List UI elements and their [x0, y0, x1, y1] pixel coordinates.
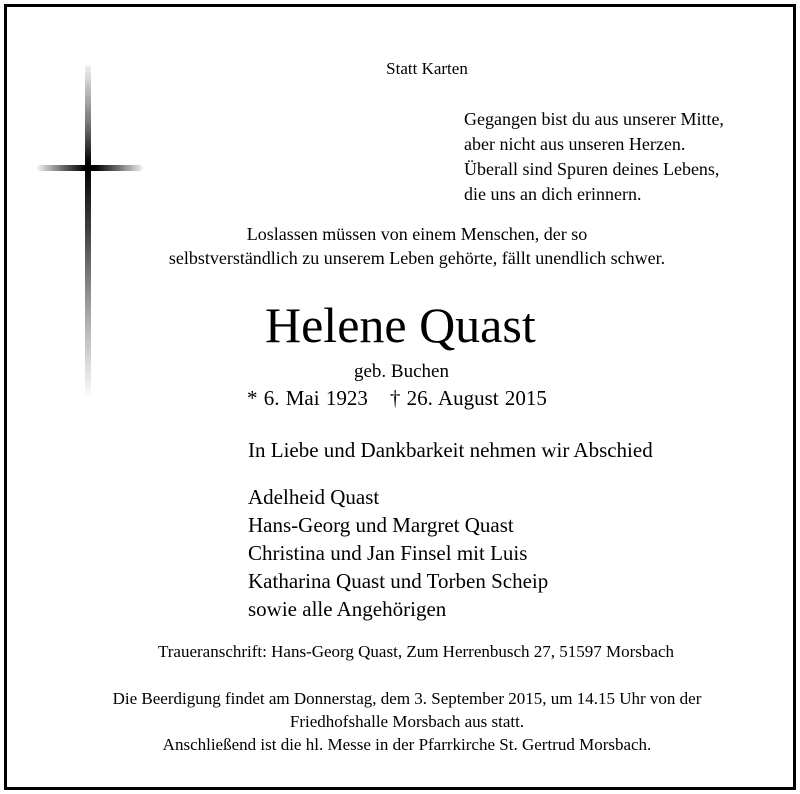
death-date: † 26. August 2015	[389, 386, 547, 410]
funeral-line: Friedhofshalle Morsbach aus statt.	[289, 712, 525, 731]
cross-horizontal-beam	[37, 165, 143, 171]
quote-block	[7, 222, 800, 270]
verse-line: Überall sind Spuren deines Lebens,	[464, 159, 720, 179]
family-member: Hans-Georg und Margret Quast	[248, 513, 514, 537]
quote-line: Loslassen müssen von einem Menschen, der so	[246, 224, 588, 244]
verse-line: Gegangen bist du aus unserer Mitte,	[464, 109, 724, 129]
birth-name: geb. Buchen	[354, 361, 449, 382]
funeral-line: Anschließend ist die hl. Messe in der Pfarrkirche St. Gertrud Morsbach.	[162, 735, 652, 754]
obituary-notice	[4, 4, 796, 790]
verse-line: die uns an dich erinnern.	[464, 184, 642, 204]
verse-line: aber nicht aus unseren Herzen.	[464, 134, 686, 154]
family-member: sowie alle Angehörigen	[248, 597, 447, 621]
life-dates	[247, 388, 547, 409]
deceased-name: Helene Quast	[265, 297, 536, 353]
statt-karten-heading: Statt Karten	[386, 59, 468, 78]
family-member: Adelheid Quast	[248, 485, 380, 509]
quote-line: selbstverständlich zu unserem Leben gehörte, fällt unendlich schwer.	[168, 248, 666, 268]
family-member: Christina und Jan Finsel mit Luis	[248, 541, 528, 565]
birth-date: * 6. Mai 1923	[247, 386, 368, 410]
funeral-details	[7, 687, 800, 756]
funeral-line: Die Beerdigung findet am Donnerstag, dem 3. September 2015, um 14.15 Uhr von der	[112, 689, 702, 708]
farewell-line: In Liebe und Dankbarkeit nehmen wir Abschied	[248, 438, 653, 462]
verse-block	[464, 107, 724, 207]
family-member: Katharina Quast und Torben Scheip	[248, 569, 549, 593]
mourning-address: Traueranschrift: Hans-Georg Quast, Zum Herrenbusch 27, 51597 Morsbach	[157, 642, 675, 661]
family-list	[248, 483, 548, 623]
